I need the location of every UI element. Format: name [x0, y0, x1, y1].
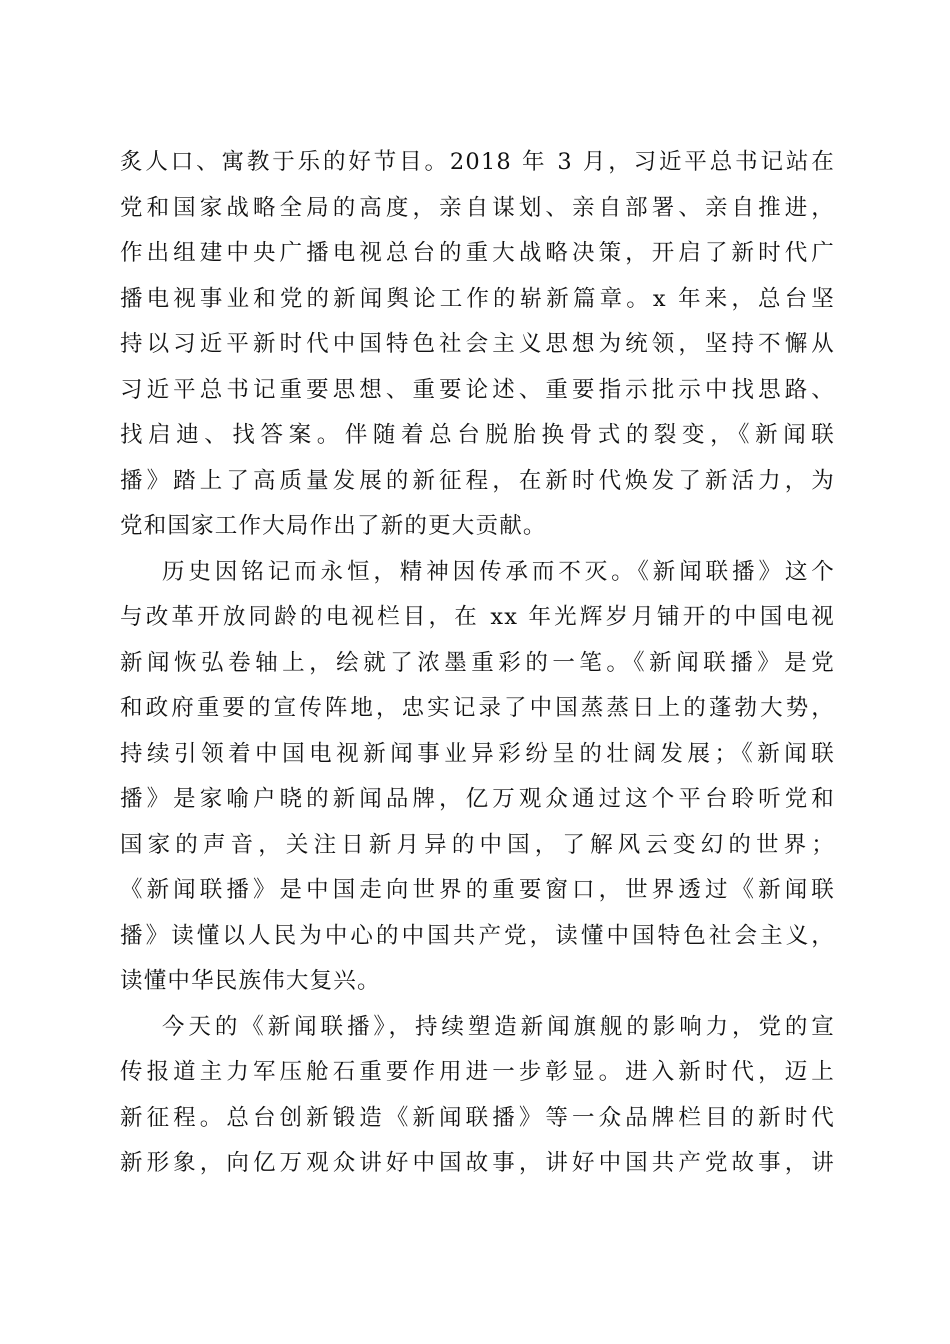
text-line: 新闻恢弘卷轴上，绘就了浓墨重彩的一笔。《新闻联播》是党 [120, 649, 835, 676]
text-line: 国家的声音，关注日新月异的中国，了解风云变幻的世界； [120, 831, 835, 858]
text-line: 播电视事业和党的新闻舆论工作的崭新篇章。x 年来，总台坚 [120, 285, 835, 312]
text-line: 读懂中华民族伟大复兴。 [120, 968, 381, 994]
text-line: 《新闻联播》是中国走向世界的重要窗口，世界透过《新闻联 [120, 877, 835, 903]
text-line: 党和国家战略全局的高度，亲自谋划、亲自部署、亲自推进， [120, 194, 835, 221]
body-text [120, 140, 835, 1187]
paragraph-2 [120, 550, 835, 1005]
text-line: 与改革开放同龄的电视栏目，在 xx 年光辉岁月铺开的中国电视 [120, 604, 835, 630]
text-line: 习近平总书记重要思想、重要论述、重要指示批示中找思路、 [120, 376, 835, 403]
text-line: 找启迪、找答案。伴随着总台脱胎换骨式的裂变，《新闻联 [120, 422, 835, 448]
paragraph-1 [120, 140, 835, 550]
text-line: 传报道主力军压舱石重要作用进一步彰显。进入新时代，迈上 [120, 1059, 835, 1085]
text-line: 新征程。总台创新锻造《新闻联播》等一众品牌栏目的新时代 [120, 1104, 835, 1131]
text-line: 炙人口、寓教于乐的好节目。2018 年 3 月，习近平总书记站在 [120, 149, 835, 175]
text-line: 党和国家工作大局作出了新的更大贡献。 [120, 513, 547, 539]
text-line: 持以习近平新时代中国特色社会主义思想为统领，坚持不懈从 [120, 331, 835, 357]
text-line: 播》读懂以人民为中心的中国共产党，读懂中国特色社会主义， [120, 922, 835, 949]
text-line: 历史因铭记而永恒，精神因传承而不灭。《新闻联播》这个 [162, 558, 835, 585]
text-line: 播》踏上了高质量发展的新征程，在新时代焕发了新活力，为 [120, 467, 835, 494]
text-line: 和政府重要的宣传阵地，忠实记录了中国蒸蒸日上的蓬勃大势， [120, 695, 835, 721]
text-line: 持续引领着中国电视新闻事业异彩纷呈的壮阔发展；《新闻联 [120, 740, 835, 767]
text-line: 新形象，向亿万观众讲好中国故事，讲好中国共产党故事，讲 [120, 1150, 835, 1176]
text-line: 作出组建中央广播电视总台的重大战略决策，开启了新时代广 [120, 240, 835, 266]
paragraph-3 [120, 1005, 835, 1187]
text-line: 播》是家喻户晓的新闻品牌，亿万观众通过这个平台聆听党和 [120, 786, 835, 812]
text-line: 今天的《新闻联播》，持续塑造新闻旗舰的影响力，党的宣 [162, 1013, 835, 1040]
